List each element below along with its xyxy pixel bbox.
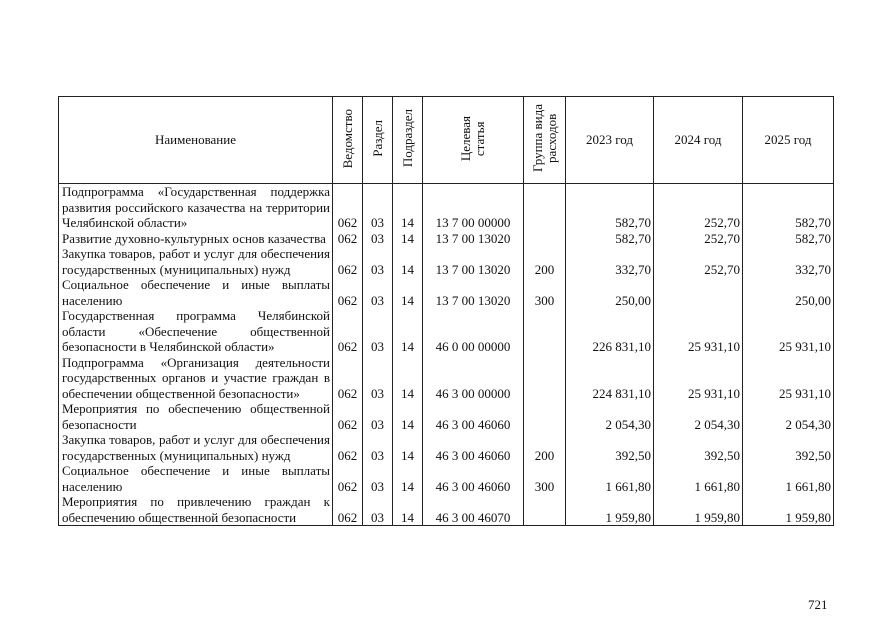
table-row xyxy=(59,246,834,277)
row-2024: 392,50 xyxy=(654,432,743,463)
row-razdel: 03 xyxy=(363,246,393,277)
header-vedomstvo: Ведомство xyxy=(333,97,363,184)
row-gruppa xyxy=(524,308,566,355)
row-podrazdel: 14 xyxy=(393,494,423,526)
row-vedomstvo: 062 xyxy=(333,246,363,277)
header-gruppa-vida-rashodov: Группа вида расходов xyxy=(524,97,566,184)
row-vedomstvo: 062 xyxy=(333,277,363,308)
row-2024: 2 054,30 xyxy=(654,401,743,432)
table-row xyxy=(59,432,834,463)
row-razdel: 03 xyxy=(363,184,393,231)
row-2024: 25 931,10 xyxy=(654,308,743,355)
table-row xyxy=(59,277,834,308)
row-podrazdel: 14 xyxy=(393,231,423,247)
row-vedomstvo: 062 xyxy=(333,432,363,463)
row-razdel: 03 xyxy=(363,494,393,526)
row-podrazdel: 14 xyxy=(393,401,423,432)
row-vedomstvo: 062 xyxy=(333,184,363,231)
row-2025: 332,70 xyxy=(743,246,834,277)
row-razdel: 03 xyxy=(363,277,393,308)
row-2024 xyxy=(654,277,743,308)
row-gruppa xyxy=(524,401,566,432)
page-number: 721 xyxy=(808,597,828,612)
row-2025: 25 931,10 xyxy=(743,355,834,402)
row-celevaya-statya: 46 3 00 46060 xyxy=(423,401,524,432)
row-celevaya-statya: 13 7 00 13020 xyxy=(423,246,524,277)
row-name: Мероприятия по обеспечению общественной безопасности xyxy=(59,401,333,432)
table-header-row xyxy=(59,97,834,184)
row-2023: 582,70 xyxy=(566,184,654,231)
table-row xyxy=(59,231,834,247)
row-razdel: 03 xyxy=(363,308,393,355)
header-razdel: Раздел xyxy=(363,97,393,184)
row-2025: 582,70 xyxy=(743,184,834,231)
row-vedomstvo: 062 xyxy=(333,401,363,432)
table-row xyxy=(59,401,834,432)
row-gruppa: 300 xyxy=(524,277,566,308)
row-name: Подпрограмма «Государственная поддержка развития российского казачества на территории Челябинской области» xyxy=(59,184,333,231)
row-2023: 226 831,10 xyxy=(566,308,654,355)
row-gruppa xyxy=(524,494,566,526)
row-celevaya-statya: 46 3 00 00000 xyxy=(423,355,524,402)
row-2024: 252,70 xyxy=(654,246,743,277)
row-podrazdel: 14 xyxy=(393,277,423,308)
row-2023: 392,50 xyxy=(566,432,654,463)
row-2025: 250,00 xyxy=(743,277,834,308)
row-celevaya-statya: 13 7 00 00000 xyxy=(423,184,524,231)
row-podrazdel: 14 xyxy=(393,184,423,231)
row-name: Развитие духовно-культурных основ казачества xyxy=(59,231,333,247)
row-razdel: 03 xyxy=(363,231,393,247)
header-2023: 2023 год xyxy=(566,97,654,184)
row-name: Мероприятия по привлечению граждан к обеспечению общественной безопасности xyxy=(59,494,333,526)
header-celevaya-statya: Целевая статья xyxy=(423,97,524,184)
row-name: Социальное обеспечение и иные выплаты населению xyxy=(59,277,333,308)
row-2023: 582,70 xyxy=(566,231,654,247)
row-2023: 1 661,80 xyxy=(566,463,654,494)
row-2024: 1 959,80 xyxy=(654,494,743,526)
row-podrazdel: 14 xyxy=(393,463,423,494)
row-2023: 2 054,30 xyxy=(566,401,654,432)
table-row xyxy=(59,463,834,494)
row-name: Закупка товаров, работ и услуг для обеспечения государственных (муниципальных) нужд xyxy=(59,246,333,277)
row-2025: 1 959,80 xyxy=(743,494,834,526)
row-razdel: 03 xyxy=(363,432,393,463)
row-gruppa xyxy=(524,231,566,247)
row-podrazdel: 14 xyxy=(393,246,423,277)
row-gruppa: 300 xyxy=(524,463,566,494)
row-celevaya-statya: 13 7 00 13020 xyxy=(423,277,524,308)
row-celevaya-statya: 46 3 00 46070 xyxy=(423,494,524,526)
row-2024: 252,70 xyxy=(654,184,743,231)
row-podrazdel: 14 xyxy=(393,432,423,463)
row-2025: 582,70 xyxy=(743,231,834,247)
row-2024: 25 931,10 xyxy=(654,355,743,402)
row-2024: 1 661,80 xyxy=(654,463,743,494)
row-name: Государственная программа Челябинской области «Обеспечение общественной безопасности в Челябинской области» xyxy=(59,308,333,355)
row-gruppa: 200 xyxy=(524,246,566,277)
header-2024: 2024 год xyxy=(654,97,743,184)
row-2023: 332,70 xyxy=(566,246,654,277)
row-vedomstvo: 062 xyxy=(333,494,363,526)
row-name: Закупка товаров, работ и услуг для обеспечения государственных (муниципальных) нужд xyxy=(59,432,333,463)
header-name: Наименование xyxy=(59,97,333,184)
table-row xyxy=(59,308,834,355)
row-celevaya-statya: 46 0 00 00000 xyxy=(423,308,524,355)
budget-table xyxy=(58,96,834,526)
row-gruppa xyxy=(524,184,566,231)
row-2025: 392,50 xyxy=(743,432,834,463)
row-podrazdel: 14 xyxy=(393,308,423,355)
row-celevaya-statya: 46 3 00 46060 xyxy=(423,463,524,494)
row-2023: 250,00 xyxy=(566,277,654,308)
row-razdel: 03 xyxy=(363,463,393,494)
row-2023: 1 959,80 xyxy=(566,494,654,526)
row-podrazdel: 14 xyxy=(393,355,423,402)
header-2025: 2025 год xyxy=(743,97,834,184)
row-celevaya-statya: 13 7 00 13020 xyxy=(423,231,524,247)
row-name: Социальное обеспечение и иные выплаты населению xyxy=(59,463,333,494)
row-2023: 224 831,10 xyxy=(566,355,654,402)
row-celevaya-statya: 46 3 00 46060 xyxy=(423,432,524,463)
row-2025: 1 661,80 xyxy=(743,463,834,494)
row-gruppa: 200 xyxy=(524,432,566,463)
table-row xyxy=(59,494,834,526)
row-name: Подпрограмма «Организация деятельности государственных органов и участие граждан в обеспечении общественной безопасности» xyxy=(59,355,333,402)
row-vedomstvo: 062 xyxy=(333,355,363,402)
row-gruppa xyxy=(524,355,566,402)
row-2025: 25 931,10 xyxy=(743,308,834,355)
row-vedomstvo: 062 xyxy=(333,463,363,494)
table-row xyxy=(59,184,834,231)
row-vedomstvo: 062 xyxy=(333,308,363,355)
row-2024: 252,70 xyxy=(654,231,743,247)
row-vedomstvo: 062 xyxy=(333,231,363,247)
row-2025: 2 054,30 xyxy=(743,401,834,432)
row-razdel: 03 xyxy=(363,401,393,432)
table-row xyxy=(59,355,834,402)
header-podrazdel: Подраздел xyxy=(393,97,423,184)
row-razdel: 03 xyxy=(363,355,393,402)
